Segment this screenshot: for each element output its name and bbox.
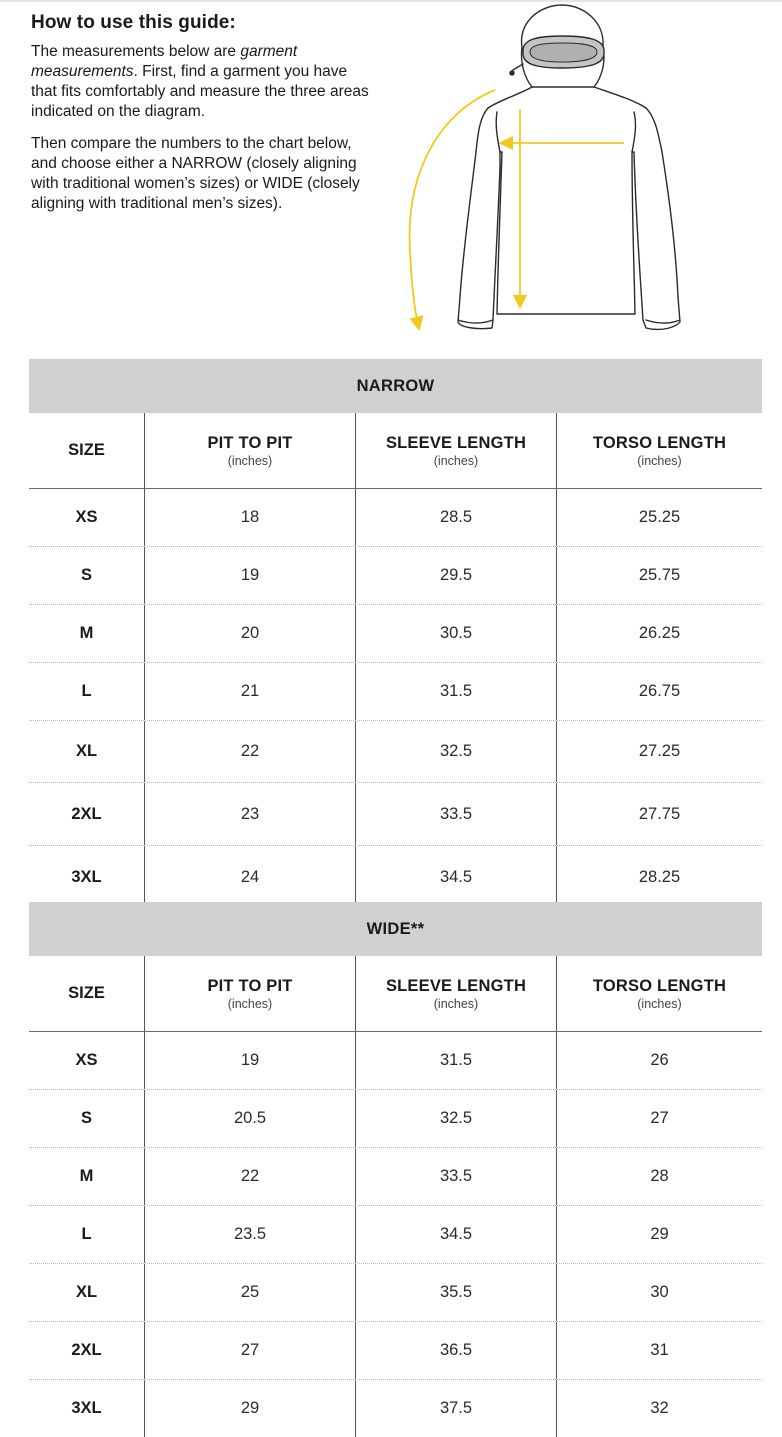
sleeve-length-arrow [410,90,495,324]
guide-title: How to use this guide: [31,12,236,33]
size-cell: 2XL [29,783,145,845]
narrow-size-table [29,359,762,908]
size-header-label: SIZE [68,441,105,459]
hoodie-diagram [400,2,710,347]
narrow-header-row [29,413,762,489]
table-row [29,1090,762,1148]
size-column-header [29,413,145,488]
guide-paragraph-2: Then compare the numbers to the chart below, and choose either a NARROW (closely aligning with traditional women’s sizes) or WIDE (closely aligning with traditional men’s sizes). [31,135,360,212]
torso-cell: 27.75 [638,804,681,823]
sleeve-cell: 31.5 [356,1032,557,1089]
sleeve-cell: 34.5 [356,846,557,908]
size-cell: 2XL [29,1322,145,1379]
size-cell: S [29,1090,145,1147]
guide-p1-emphasis: garment measurements [31,43,298,80]
pit-cell: 22 [145,1148,356,1205]
guide-p1-text: The measurements below are [31,43,241,60]
pit-cell: 20 [145,605,356,662]
table-row [29,547,762,605]
guide-paragraph-1 [31,42,371,122]
pit-cell: 24 [145,846,356,908]
torso-cell: 27 [650,1109,669,1127]
pit-header-label: PIT TO PIT [207,976,293,995]
table-row [29,663,762,721]
sleeve-cell: 33.5 [356,1148,557,1205]
wide-header-row [29,956,762,1032]
table-row [29,1206,762,1264]
table-row [29,783,762,846]
measurement-arrows [410,90,624,324]
torso-cell: 28.25 [638,867,681,886]
size-cell: M [29,1148,145,1205]
size-cell: L [29,663,145,720]
sleeve-cell: 37.5 [356,1380,557,1437]
sleeve-cell: 32.5 [356,1090,557,1147]
pit-cell: 27 [145,1322,356,1379]
size-cell: XL [29,1264,145,1321]
table-row [29,1322,762,1380]
pit-cell: 20.5 [145,1090,356,1147]
pit-cell: 18 [145,489,356,546]
sleeve-cell: 32.5 [356,721,557,782]
sleeve-cell: 36.5 [356,1322,557,1379]
sleeve-header-unit: (inches) [433,453,479,468]
torso-cell: 25.25 [638,508,681,526]
torso-cell: 26 [650,1051,669,1069]
pit-cell: 19 [145,1032,356,1089]
narrow-rows [29,489,762,908]
sleeve-cell: 34.5 [356,1206,557,1263]
torso-cell: 30 [650,1283,669,1301]
sleeve-cell: 31.5 [356,663,557,720]
torso-header-unit: (inches) [637,453,682,468]
table-row [29,1032,762,1090]
sleeve-column-header [356,413,557,488]
torso-header-label: TORSO LENGTH [592,976,727,995]
table-row [29,1148,762,1206]
sleeve-cell: 28.5 [356,489,557,546]
pit-cell: 29 [145,1380,356,1437]
wide-size-table [29,902,762,1437]
pit-cell: 22 [145,721,356,782]
sleeve-cell: 29.5 [356,547,557,604]
size-cell: 3XL [29,1380,145,1437]
narrow-band: NARROW [29,359,762,413]
torso-cell: 26.25 [638,624,681,642]
size-cell: 3XL [29,846,145,908]
torso-cell: 26.75 [638,682,681,700]
torso-column-header [557,413,762,488]
pit-cell: 21 [145,663,356,720]
size-cell: L [29,1206,145,1263]
wide-band: WIDE** [29,902,762,956]
table-row [29,489,762,547]
pit-cell: 25 [145,1264,356,1321]
pit-header-unit: (inches) [227,996,273,1011]
sleeve-cell: 35.5 [356,1264,557,1321]
torso-header-label: TORSO LENGTH [592,433,727,452]
pit-header-label: PIT TO PIT [207,433,293,452]
sleeve-cell: 33.5 [356,783,557,845]
torso-cell: 29 [650,1225,669,1243]
size-cell: XS [29,489,145,546]
table-row [29,721,762,783]
table-row [29,1380,762,1437]
sleeve-header-unit: (inches) [433,996,479,1011]
guide-intro [31,12,371,226]
size-column-header [29,956,145,1031]
sleeve-column-header [356,956,557,1031]
pit-column-header [145,956,356,1031]
torso-cell: 27.25 [638,742,681,760]
torso-cell: 32 [650,1399,669,1417]
sleeve-cell: 30.5 [356,605,557,662]
torso-column-header [557,956,762,1031]
pit-cell: 19 [145,547,356,604]
pit-cell: 23 [145,783,356,845]
hoodie-outline [458,5,680,329]
torso-header-unit: (inches) [637,996,682,1011]
size-cell: M [29,605,145,662]
table-row [29,605,762,663]
pit-column-header [145,413,356,488]
size-header-label: SIZE [68,984,105,1002]
size-cell: S [29,547,145,604]
pit-header-unit: (inches) [227,453,273,468]
table-row [29,846,762,908]
torso-cell: 28 [650,1167,669,1185]
torso-cell: 25.75 [638,566,681,584]
sleeve-header-label: SLEEVE LENGTH [385,433,527,452]
torso-cell: 31 [650,1341,669,1359]
guide-p1-text-end: . First, find a garment you have that fits comfortably and measure the three areas indicated on the diagram. [31,63,369,120]
wide-rows [29,1032,762,1437]
size-cell: XL [29,721,145,782]
pit-cell: 23.5 [145,1206,356,1263]
sleeve-header-label: SLEEVE LENGTH [385,976,527,995]
table-row [29,1264,762,1322]
size-cell: XS [29,1032,145,1089]
